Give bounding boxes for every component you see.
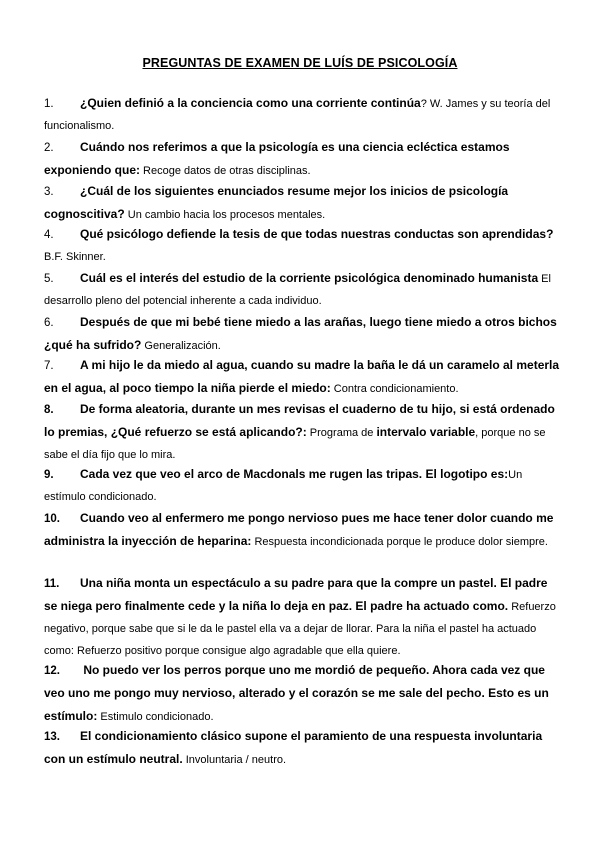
question-number: 12. (44, 665, 60, 677)
answer-text: Generalización. (141, 340, 221, 352)
question-text: De forma aleatoria, durante un mes revisas el cuaderno de tu hijo, si está ordenado lo premias, ¿Qué refuerzo se está aplicando?: (44, 402, 555, 439)
question-number: 7. (44, 360, 54, 372)
question-number: 1. (44, 98, 54, 110)
question-number: 8. (44, 404, 54, 416)
question-text: A mi hijo le da miedo al agua, cuando su madre la baña le dá un caramelo al meterla en el agua, al poco tiempo la niña pierde el miedo: (44, 358, 560, 395)
answer-text: , porque no se sabe el día fijo que lo mira. (44, 427, 546, 461)
question-13 (44, 725, 564, 771)
question-number: 4. (44, 229, 54, 241)
answer-text: Recoge datos de otras disciplinas. (140, 165, 311, 177)
question-10 (44, 507, 564, 553)
question-11 (44, 572, 564, 662)
answer-text: Un cambio hacia los procesos mentales. (124, 209, 326, 221)
question-number: 5. (44, 273, 54, 285)
page-title: PREGUNTAS DE EXAMEN DE LUÍS DE PSICOLOGÍA (142, 56, 458, 70)
question-number: 13. (44, 731, 60, 743)
question-text: No puedo ver los perros porque uno me mordió de pequeño. Ahora cada vez que veo uno me pongo muy nervioso, alterado y el corazón se me sale del pecho. Esto es un estímulo: (44, 663, 549, 723)
question-text: Qué psicólogo defiende la tesis de que todas nuestras conductas son aprendidas? (80, 227, 554, 241)
question-number: 2. (44, 142, 54, 154)
answer-emphasis: intervalo variable (376, 425, 476, 439)
question-5 (44, 267, 564, 312)
answer-text: Involuntaria / neutro. (182, 754, 287, 766)
question-number: 9. (44, 469, 54, 481)
answer-text: Respuesta incondicionada porque le produce dolor siempre. (251, 536, 548, 548)
answer-text: Contra condicionamiento. (330, 383, 459, 395)
question-1 (44, 92, 564, 137)
answer-text: ? W. James y su teoría del funcionalismo. (44, 98, 551, 132)
question-number: 10. (44, 513, 60, 525)
answer-text: Programa de (306, 427, 377, 439)
answer-text: Estimulo condicionado. (97, 711, 214, 723)
answer-text: B.F. Skinner. (44, 251, 106, 263)
answer-text: Un estímulo condicionado. (44, 469, 523, 503)
question-12 (44, 659, 564, 728)
question-9 (44, 463, 564, 508)
answer-text: El desarrollo pleno del potencial inherente a cada individuo. (44, 273, 551, 307)
question-text: Cuándo nos referimos a que la psicología es una ciencia ecléctica estamos exponiendo que: (44, 140, 510, 177)
question-3 (44, 180, 564, 226)
question-text: ¿Quien definió a la conciencia como una corriente continúa (80, 96, 421, 110)
question-6 (44, 311, 564, 357)
question-2 (44, 136, 564, 182)
question-text: Cada vez que veo el arco de Macdonals me rugen las tripas. El logotipo es: (80, 467, 509, 481)
question-number: 3. (44, 186, 54, 198)
question-text: El condicionamiento clásico supone el paramiento de una respuesta involuntaria con un estímulo neutral. (44, 729, 543, 766)
question-8 (44, 398, 564, 466)
answer-text: Refuerzo negativo, porque sabe que si le da le pastel ella va a dejar de llorar. Para la niña el pastel ha actuado como: Refuerzo positivo porque consigue algo agradable que ella quiere. (44, 601, 556, 657)
question-number: 6. (44, 317, 54, 329)
question-7 (44, 354, 564, 400)
question-text: Una niña monta un espectáculo a su padre para que la compre un pastel. El padre se niega pero finalmente cede y la niña lo deja en paz. El padre ha actuado como. (44, 576, 548, 613)
question-4 (44, 223, 564, 268)
question-number: 11. (44, 578, 60, 590)
question-text: Cuando veo al enfermero me pongo nervioso pues me hace tener dolor cuando me administra la inyección de heparina: (44, 511, 554, 548)
question-text: Cuál es el interés del estudio de la corriente psicológica denominado humanista (80, 271, 539, 285)
question-text: ¿Cuál de los siguientes enunciados resume mejor los inicios de psicología cognoscitiva? (44, 184, 509, 221)
question-text: Después de que mi bebé tiene miedo a las arañas, luego tiene miedo a otros bichos ¿qué ha sufrido? (44, 315, 557, 352)
